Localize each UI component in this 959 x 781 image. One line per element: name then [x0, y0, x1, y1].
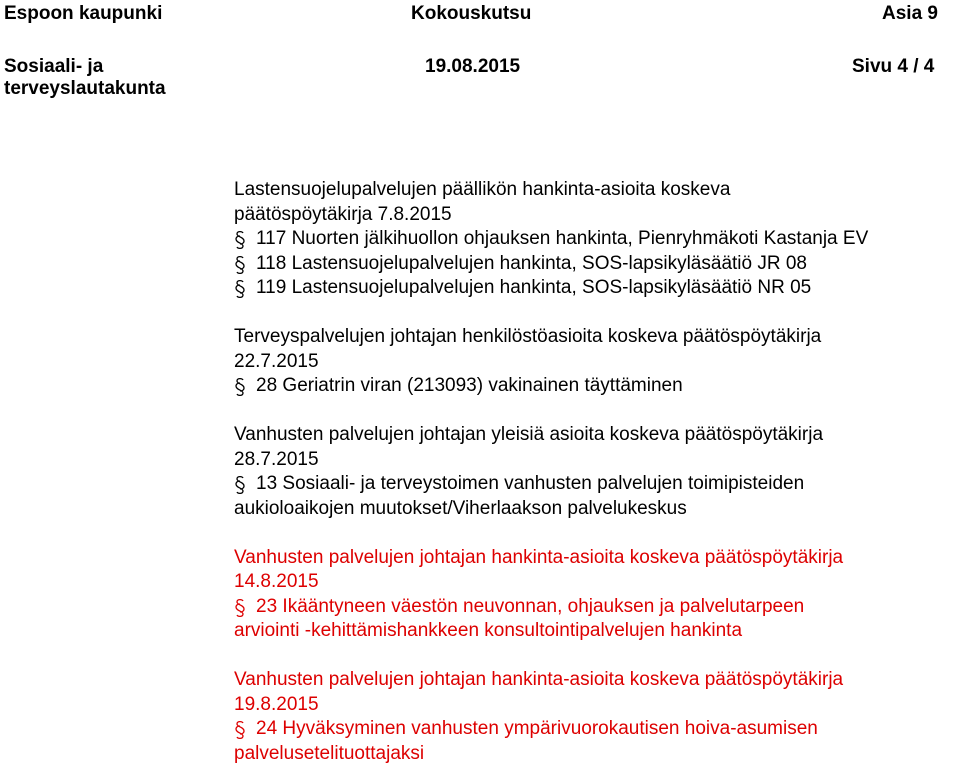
list-item-continuation: arviointi -kehittämishankkeen konsultointipalvelujen hankinta — [234, 620, 743, 641]
list-item: 117 Nuorten jälkihuollon ohjauksen hankinta, Pienryhmäkoti Kastanja EV — [234, 227, 954, 252]
section-sign-icon — [234, 227, 256, 250]
section-title: Vanhusten palvelujen johtajan hankinta-asioita koskeva päätöspöytäkirja — [234, 546, 844, 568]
decision-section-highlighted — [234, 668, 954, 766]
section-title-date: 19.8.2015 — [234, 693, 319, 715]
decision-section — [234, 325, 954, 399]
section-title: Terveyspalvelujen johtajan henkilöstöasioita koskeva päätöspöytäkirja — [234, 326, 822, 347]
decision-section-highlighted — [234, 546, 954, 644]
section-title-date: 22.7.2015 — [234, 350, 319, 372]
list-item-continuation: aukioloaikojen muutokset/Viherlaakson palvelukeskus — [234, 497, 687, 519]
decision-section — [234, 178, 954, 301]
agenda-item-number: Asia 9 — [882, 3, 938, 24]
org-name: Espoon kaupunki — [4, 3, 163, 24]
section-sign-icon — [234, 717, 256, 740]
section-sign-icon — [234, 595, 256, 618]
list-item-continuation: palvelusetelituottajaksi — [234, 742, 425, 764]
section-sign-icon — [234, 472, 256, 495]
list-item: 28 Geriatrin viran (213093) vakinainen täyttäminen — [234, 374, 954, 399]
list-item: 118 Lastensuojelupalvelujen hankinta, SOS-lapsikyläsäätiö JR 08 — [234, 252, 954, 277]
section-title-date: 14.8.2015 — [234, 571, 319, 592]
list-item: 13 Sosiaali- ja terveystoimen vanhusten palvelujen toimipisteiden — [234, 472, 954, 497]
decision-list — [234, 178, 954, 766]
section-title: Vanhusten palvelujen johtajan yleisiä asioita koskeva päätöspöytäkirja — [234, 424, 824, 445]
board-name-line1: Sosiaali- ja — [4, 56, 104, 77]
section-title: Vanhusten palvelujen johtajan hankinta-asioita koskeva päätöspöytäkirja — [234, 669, 844, 690]
meeting-date: 19.08.2015 — [425, 56, 521, 77]
section-title-date: päätöspöytäkirja 7.8.2015 — [234, 203, 452, 225]
list-item: 119 Lastensuojelupalvelujen hankinta, SOS-lapsikyläsäätiö NR 05 — [234, 276, 954, 301]
page-number: Sivu 4 / 4 — [852, 56, 935, 77]
section-title: Lastensuojelupalvelujen päällikön hankinta-asioita koskeva — [234, 179, 731, 200]
document-type: Kokouskutsu — [411, 3, 532, 24]
section-sign-icon — [234, 374, 256, 397]
section-sign-icon — [234, 276, 256, 299]
list-item: 24 Hyväksyminen vanhusten ympärivuorokautisen hoiva-asumisen — [234, 717, 954, 742]
list-item: 23 Ikääntyneen väestön neuvonnan, ohjauksen ja palvelutarpeen — [234, 595, 954, 620]
section-title-date: 28.7.2015 — [234, 448, 319, 470]
section-sign-icon — [234, 252, 256, 275]
decision-section — [234, 423, 954, 521]
board-name-line2: terveyslautakunta — [4, 78, 166, 99]
